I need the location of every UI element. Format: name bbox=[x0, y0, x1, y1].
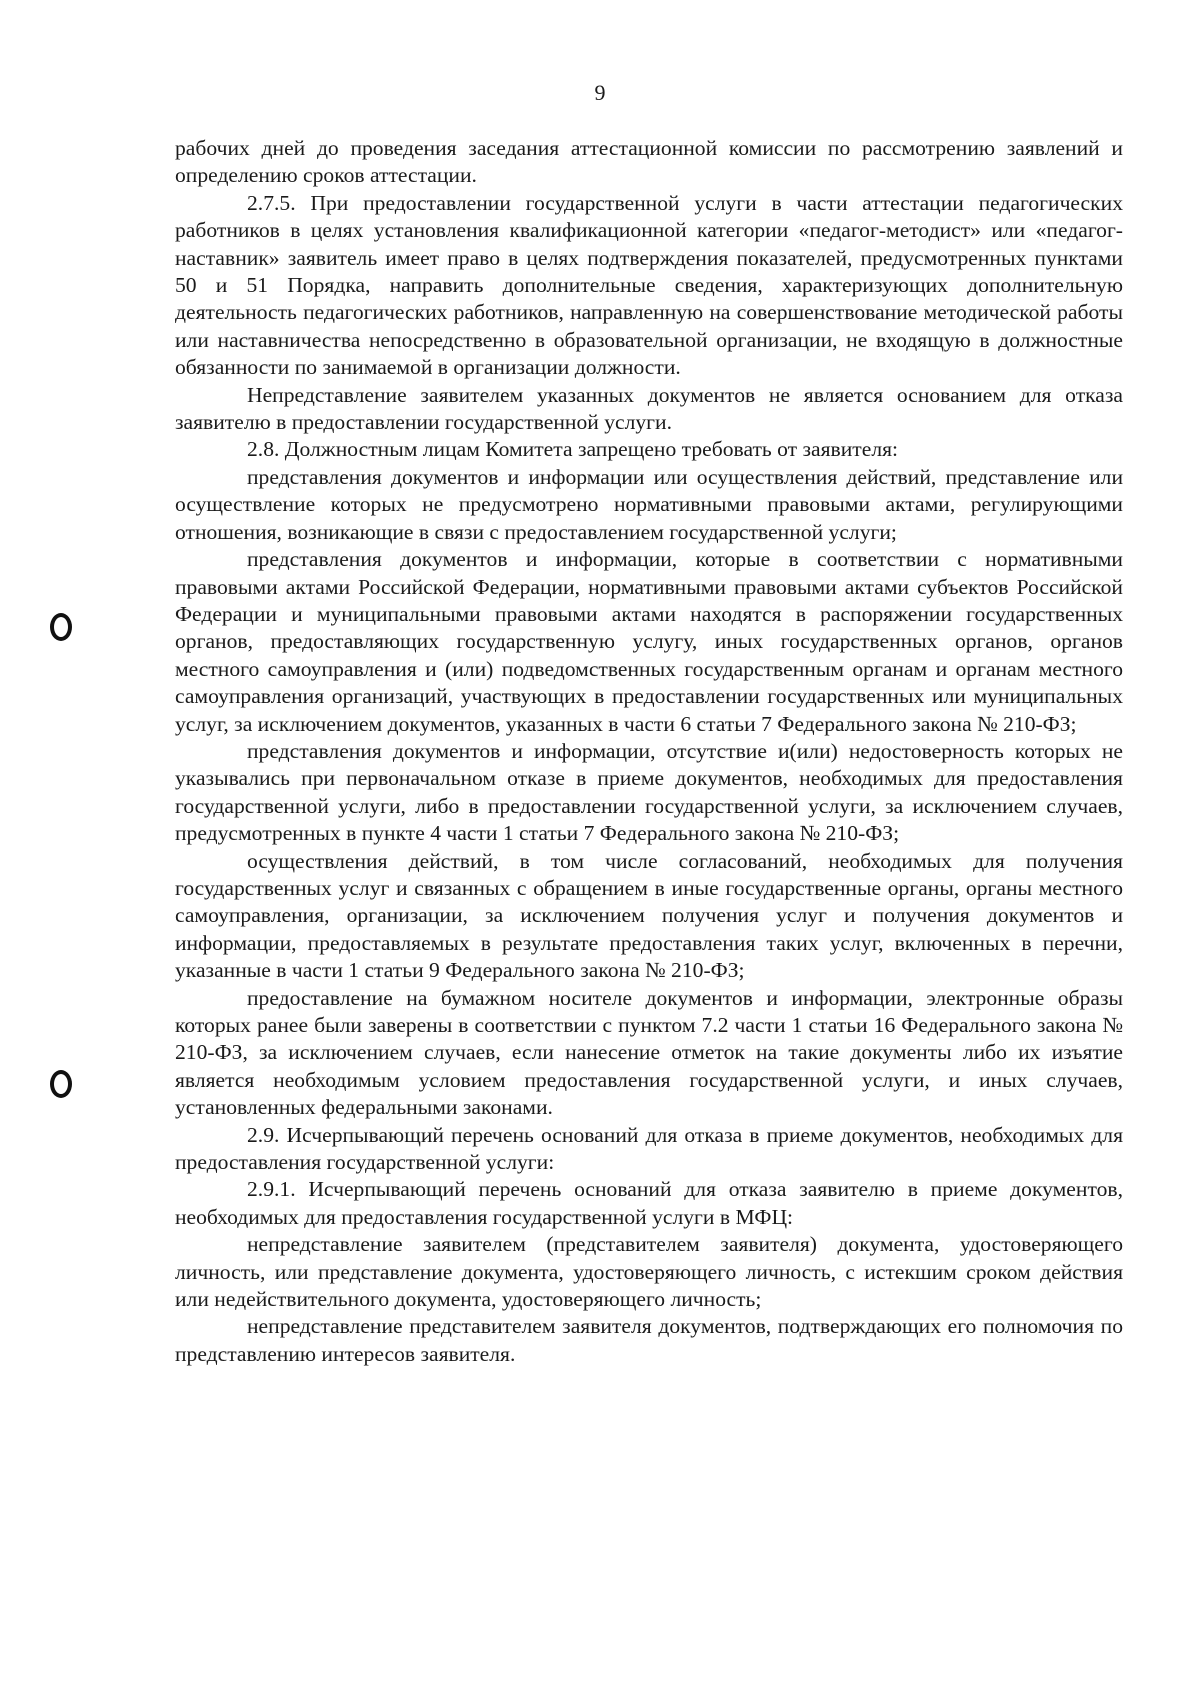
paragraph: непредставление заявителем (представителем заявителя) документа, удостоверяющего личность, или представление документа, удостоверяющего личность, с истекшим сроком действия или недействительного документа, удостоверяющего личность; bbox=[175, 1232, 1123, 1312]
page-number: 9 bbox=[594, 80, 606, 105]
punch-hole-mark bbox=[50, 613, 72, 641]
paragraph: 2.9. Исчерпывающий перечень оснований для отказа в приеме документов, необходимых для предоставления государственной услуги: bbox=[175, 1122, 1123, 1175]
paragraph: представления документов и информации или осуществления действий, представление или осуществление которых не предусмотрено нормативными правовыми актами, регулирующими отношения, возникающие в связи с предоставлением государственной услуги; bbox=[175, 464, 1123, 544]
document-body bbox=[175, 135, 1123, 1368]
paragraph: представления документов и информации, отсутствие и(или) недостоверность которых не указывались при первоначальном отказе в приеме документов, необходимых для предоставления государственной услуги, либо в предоставлении государственной услуги, за исключением случаев, предусмотренных в пункте 4 части 1 статьи 7 Федерального закона № 210-ФЗ; bbox=[175, 738, 1123, 846]
paragraph: рабочих дней до проведения заседания аттестационной комиссии по рассмотрению заявлений и определению сроков аттестации. bbox=[175, 136, 1123, 188]
paragraph: 2.7.5. При предоставлении государственной услуги в части аттестации педагогических работников в целях установления квалификационной категории «педагог-методист» или «педагог-наставник» заявитель имеет право в целях подтверждения показателей, предусмотренных пунктами 50 и 51 Порядка, направить дополнительные сведения, характеризующих дополнительную деятельность педагогических работников, направленную на совершенствование методической работы или наставничества непосредственно в образовательной организации, не входящую в должностные обязанности по занимаемой в организации должности. bbox=[175, 190, 1123, 380]
paragraph: Непредставление заявителем указанных документов не является основанием для отказа заявителю в предоставлении государственной услуги. bbox=[175, 382, 1123, 435]
paragraph: 2.8. Должностным лицам Комитета запрещено требовать от заявителя: bbox=[247, 437, 899, 462]
paragraph: осуществления действий, в том числе согласований, необходимых для получения государственных услуг и связанных с обращением в иные государственные органы, органы местного самоуправления, организации, за исключением получения услуг и получения документов и информации, предоставляемых в результате предоставления таких услуг, включенных в перечни, указанные в части 1 статьи 9 Федерального закона № 210-ФЗ; bbox=[175, 848, 1123, 983]
paragraph: непредставление представителем заявителя документов, подтверждающих его полномочия по представлению интересов заявителя. bbox=[175, 1314, 1123, 1366]
paragraph: предоставление на бумажном носителе документов и информации, электронные образы которых ранее были заверены в соответствии с пунктом 7.2 части 1 статьи 16 Федерального закона № 210-ФЗ, за исключением случаев, если нанесение отметок на такие документы либо их изъятие является необходимым условием предоставления государственной услуги, и иных случаев, установленных федеральными законами. bbox=[175, 985, 1123, 1120]
punch-hole-mark bbox=[50, 1070, 72, 1098]
paragraph: представления документов и информации, которые в соответствии с нормативными правовыми актами Российской Федерации, нормативными правовыми актами субъектов Российской Федерации и муниципальными правовыми актами находятся в распоряжении государственных органов, предоставляющих государственную услугу, иных государственных органов, органов местного самоуправления и (или) подведомственных государственным органам и органам местного самоуправления организаций, участвующих в предоставлении государственных или муниципальных услуг, за исключением документов, указанных в части 6 статьи 7 Федерального закона № 210-ФЗ; bbox=[175, 547, 1123, 736]
paragraph: 2.9.1. Исчерпывающий перечень оснований для отказа заявителю в приеме документов, необходимых для предоставления государственной услуги в МФЦ: bbox=[175, 1177, 1123, 1229]
